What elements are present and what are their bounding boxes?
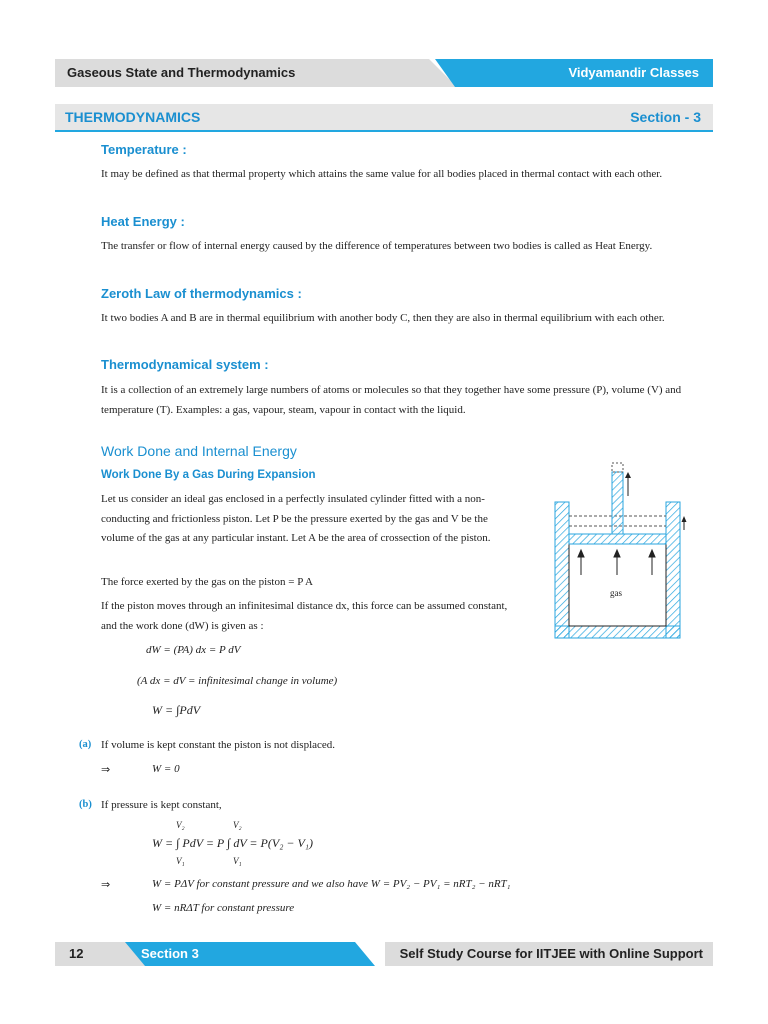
subheading-expansion: Work Done By a Gas During Expansion: [101, 469, 316, 481]
integral-lower-2: V₁: [233, 856, 242, 866]
section-bar: [55, 104, 713, 132]
text-heat-energy: The transfer or flow of internal energy caused by the difference of temperatures between two bodies is called as Heat Energy.: [101, 240, 653, 252]
integral-lower-1: V₁: [176, 856, 185, 866]
header-right-band: [455, 59, 713, 87]
case-a-arrow: ⇒: [101, 764, 111, 776]
header-left-band: [55, 59, 395, 87]
case-b-label: (b): [79, 799, 92, 810]
integral-upper-2: V₂: [233, 820, 242, 830]
brand-name: Vidyamandir Classes: [568, 65, 699, 80]
case-a-text: If volume is kept constant the piston is not displaced.: [101, 739, 336, 751]
page-footer: [55, 942, 713, 966]
text-force: The force exerted by the gas on the piston = P A: [101, 576, 313, 588]
case-b-arrow: ⇒: [101, 879, 111, 891]
text-work-intro: Let us consider an ideal gas enclosed in a perfectly insulated cylinder fitted with a non-conducting and frictionless piston. Let P be the pressure exerted by the gas and V be the volume of the gas at any particular instant. Let A be the area of crossection of the piston.: [101, 493, 491, 544]
text-thermo-system: It is a collection of an extremely large numbers of atoms or molecules so that they together have some pressure (P), volume (V) and temperature (T). Examples: a gas, vapour, steam, vapour in contact with the liquid.: [101, 384, 682, 416]
footer-course: Self Study Course for IITJEE with Online Support: [399, 946, 703, 961]
heading-zeroth-law: Zeroth Law of thermodynamics :: [101, 286, 302, 301]
case-b-text: If pressure is kept constant,: [101, 799, 222, 811]
equation-dw: dW = (PA) dx = P dV: [146, 644, 241, 656]
text-temperature: It may be defined as that thermal property which attains the same value for all bodies placed in thermal contact with each other.: [101, 168, 663, 180]
header-wedge: [395, 59, 457, 87]
equation-adx: (A dx = dV = infinitesimal change in volume): [137, 675, 338, 687]
section-number: Section - 3: [630, 109, 701, 125]
text-zeroth-law: It two bodies A and B are in thermal equilibrium with another body C, then they are also in thermal equilibrium with each other.: [101, 312, 665, 324]
chapter-title: Gaseous State and Thermodynamics: [67, 65, 296, 80]
section-title: THERMODYNAMICS: [65, 109, 201, 125]
heading-temperature: Temperature :: [101, 142, 187, 157]
text-piston-moves: If the piston moves through an infinitesimal distance dx, this force can be assumed constant, and the work done (dW) is given as :: [101, 600, 508, 632]
gas-label: gas: [610, 588, 622, 598]
equation-integral: W = ∫PdV: [152, 703, 201, 717]
heading-work-done: Work Done and Internal Energy: [101, 443, 297, 459]
case-b-equation-3: W = nRΔT for constant pressure: [152, 902, 295, 914]
piston-cylinder-diagram: [550, 460, 700, 645]
case-a-equation: W = 0: [152, 763, 180, 775]
footer-course-band: [385, 942, 713, 966]
heading-heat-energy: Heat Energy :: [101, 214, 185, 229]
page-number: 12: [69, 946, 84, 961]
case-b-equation: W = ∫ PdV = P ∫ dV = P(V₂ − V₁): [152, 836, 313, 850]
integral-upper-1: V₂: [176, 820, 185, 830]
heading-thermo-system: Thermodynamical system :: [101, 357, 269, 372]
case-b-equation-2: W = PΔV for constant pressure and we also have W = PV₂ − PV₁ = nRT₂ − nRT₁: [152, 878, 511, 890]
footer-section: Section 3: [141, 946, 199, 961]
page-header: [55, 59, 713, 87]
case-a-label: (a): [79, 739, 92, 750]
